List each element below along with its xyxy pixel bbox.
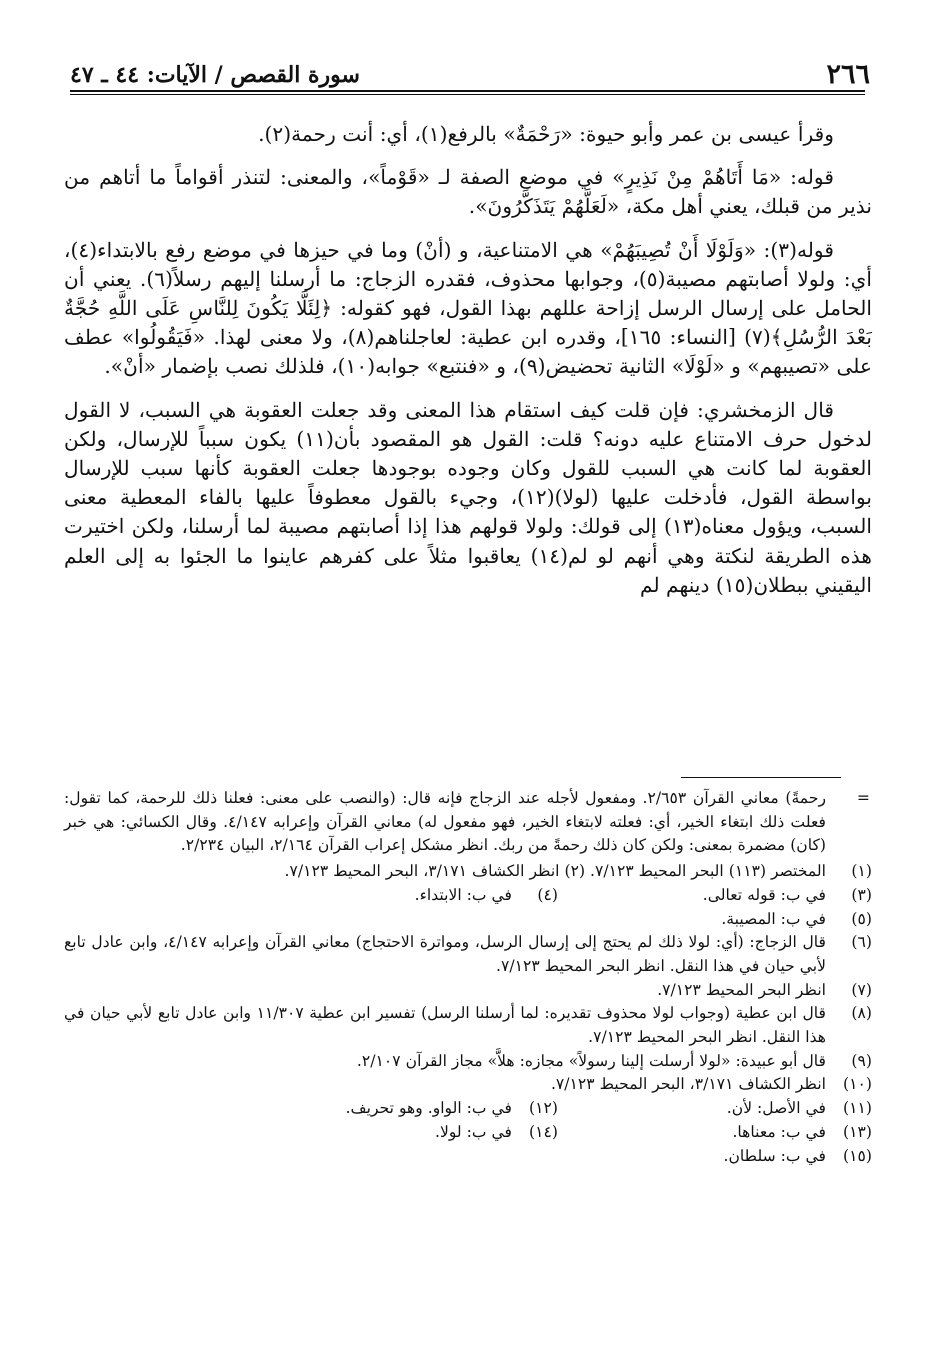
continuation-mark: = xyxy=(856,789,870,807)
header-rule xyxy=(70,90,865,92)
page-number: ٢٦٦ xyxy=(826,59,870,90)
footnote-text: قال الزجاج: (أي: لولا ذلك لم يحتج إلى إرسال الرسل، ومواترة الاحتجاج) معاني القرآن وإعرابه ٤/١٤٧، وابن عادل تابع لأبي حيان في هذا النقل. انظر البحر المحيط ٧/١٢٣. xyxy=(64,933,826,975)
footnote-number: (١) xyxy=(851,862,872,881)
footnote-number: (٥) xyxy=(851,909,872,928)
footnote-number: (٦) xyxy=(851,933,872,952)
footnote-continuation xyxy=(64,787,872,858)
footnote-item xyxy=(64,979,872,1003)
footnote-item xyxy=(64,1073,872,1097)
footnote-item-pair xyxy=(64,1121,872,1145)
footnote-item xyxy=(64,908,872,932)
footnote-number: (٣) xyxy=(851,885,872,904)
footnote-text: قال أبو عبيدة: «لولا أرسلت إلينا رسولاً» مجازه: هلاَّ» مجاز القرآن ٢/١٠٧. xyxy=(356,1051,826,1070)
footnote-item xyxy=(64,860,872,884)
footnote-number: (٤) xyxy=(537,885,558,904)
footnote-text: في ب: معناها. xyxy=(732,1122,826,1141)
footnote-number: (١٥) xyxy=(843,1146,872,1165)
footnote-number: (٧) xyxy=(851,980,872,999)
footnote-separator xyxy=(681,777,841,778)
footnote-number: (١٠) xyxy=(843,1075,872,1094)
footnote-text: في ب: قوله تعالى. xyxy=(702,885,826,904)
header-rule-thin xyxy=(70,94,865,95)
footnote-text: قال ابن عطية (وجواب لولا محذوف تقديره: لما أرسلنا الرسل) تفسير ابن عطية ١١/٣٠٧ وابن عادل تابع لأبي حيان في هذا النقل. انظر البحر المحيط ٧/١٢٣. xyxy=(64,1004,826,1047)
main-text xyxy=(64,120,872,614)
footnote-item xyxy=(64,931,872,978)
running-title: سورة القصص / الآيات: ٤٤ ـ ٤٧ xyxy=(70,62,360,88)
footnote-item-pair xyxy=(64,884,872,908)
footnote-text: في ب: لولا. xyxy=(435,1122,512,1141)
footnote-text: في ب: الواو. وهو تحريف. xyxy=(345,1099,512,1118)
footnote-text: رحمةً) معاني القرآن ٢/٦٥٣. ومفعول لأجله عند الزجاج فإنه قال: (والنصب على معنى: فعلنا ذلك للرحمة، كما تقول: فعلت ذلك ابتغاء الخير، أي: فعلته لابتغاء الخير، فهو مفعول له) معاني القرآن وإعرابه ٤/١٤٧. وقال الكسائي: هي خبر (كان) مضمرة بمعنى: ولكن كان ذلك رحمةً من ربك. انظر مشكل إعراب القرآن ٢/١٦٤، البيان ٢/٢٣٤. xyxy=(64,789,826,855)
footnote-text: في ب: المصيبة. xyxy=(721,909,826,928)
footnote-item xyxy=(64,1002,872,1049)
paragraph: قوله: «مَا أَتَاهُمْ مِنْ نَذِيرٍ» في موضع الصفة لـ «قَوْماً»، والمعنى: لتنذر أقواماً ما أتاهم من نذير من قبلك، يعني أهل مكة، «لَعَلَّهُمْ يَتَذَكَّرُونَ». xyxy=(64,165,872,219)
footnote-text: في الأصل: لأن. xyxy=(726,1099,826,1118)
footnotes xyxy=(64,787,872,1168)
footnote-text: انظر البحر المحيط ٧/١٢٣. xyxy=(657,980,826,999)
footnote-number: (١١) xyxy=(843,1099,872,1118)
footnote-number: (١٢) xyxy=(529,1099,558,1118)
footnote-text: انظر الكشاف ٣/١٧١، البحر المحيط ٧/١٢٣. xyxy=(550,1075,826,1094)
footnote-number: (٩) xyxy=(851,1051,872,1070)
footnote-item xyxy=(64,1145,872,1169)
paragraph: قال الزمخشري: فإن قلت كيف استقام هذا المعنى وقد جعلت العقوبة هي السبب، لا القول لدخول حرف الامتناع عليه دونه؟ قلت: القول هو المقصود بأن(١١) يكون سبباً للإرسال، ولكن العقوبة لما كانت هي السبب للقول وكان وجوده بوجودها جعلت العقوبة كأنها سبب للإرسال بواسطة القول، فأدخلت عليها (لولا)(١٢)، وجيء بالقول معطوفاً عليها بالفاء المعطية معنى السبب، ويؤول معناه(١٣) إلى قولك: ولولا قولهم هذا إذا أصابتهم مصيبة لما أرسلنا، ولكن اختيرت هذه الطريقة لنكتة وهي أنهم لو لم(١٤) يعاقبوا مثلاً على كفرهم عاينوا ما الجئوا به إلى العلم اليقيني ببطلان(١٥) دينهم لم xyxy=(64,397,872,597)
paragraph: وقرأ عيسى بن عمر وأبو حيوة: «رَحْمَةٌ» بالرفع(١)، أي: أنت رحمة(٢). xyxy=(258,122,834,146)
paragraph: قوله(٣): «وَلَوْلَا أَنْ تُصِيبَهُمْ» هي الامتناعية، و (أنْ) وما في حيزها في موضع رفع بالابتداء(٤)، أي: ولولا أصابتهم مصيبة(٥)، وجوابها محذوف، فقدره الزجاج: ما أرسلنا إليهم رسلاً(٦). يعني أن الحامل على إرسال الرسل إزاحة عللهم بهذا القول، فهو كقوله: ﴿لِئَلَّا يَكُونَ لِلنَّاسِ عَلَى اللَّهِ حُجَّةٌ بَعْدَ الرُّسُلِ﴾(٧) [النساء: ١٦٥]، وقدره ابن عطية: لعاجلناهم(٨)، ولا معنى لهذا. «فَيَقُولُوا» عطف على «تصيبهم» و «لَوْلَا» الثانية تحضيض(٩)، و «فنتبع» جوابه(١٠)، فلذلك نصب بإضمار «أنْ». xyxy=(64,237,873,379)
footnote-item-pair xyxy=(64,1097,872,1121)
footnote-item xyxy=(64,1050,872,1074)
footnote-text: المختصر (١١٣) البحر المحيط ٧/١٢٣. (٢) انظر الكشاف ٣/١٧١، البحر المحيط ٧/١٢٣. xyxy=(284,862,826,881)
footnote-number: (٨) xyxy=(851,1004,872,1023)
page-header xyxy=(70,55,870,95)
footnote-text: في ب: سلطان. xyxy=(723,1146,826,1165)
footnote-number: (١٣) xyxy=(843,1122,872,1141)
footnote-number: (١٤) xyxy=(529,1122,558,1141)
footnote-text: في ب: الابتداء. xyxy=(414,885,512,904)
